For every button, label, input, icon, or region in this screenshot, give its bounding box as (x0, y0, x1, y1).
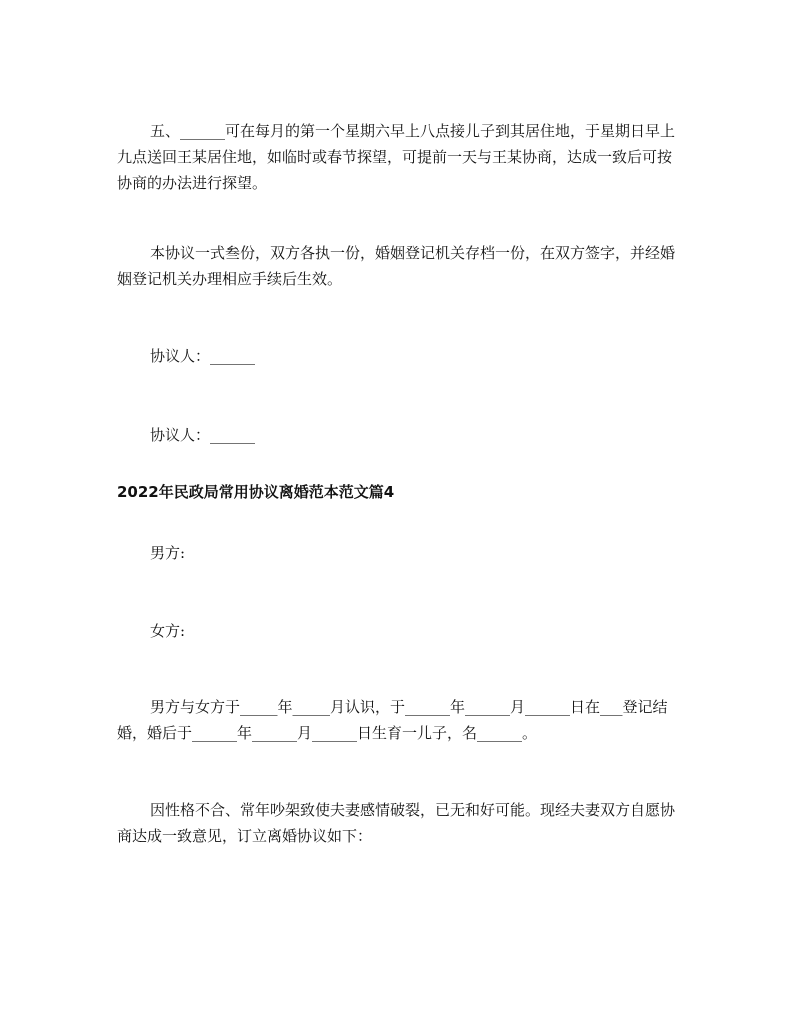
visitation-clause: 五、______可在每月的第一个星期六早上八点接儿子到其居住地，于星期日早上九点送回王某居住地，如临时或春节探望，可提前一天与王某协商，达成一致后可按协商的办法进行探望。 (117, 122, 676, 192)
wife-line: 女方: (150, 622, 186, 640)
marriage-details: 男方与女方于_____年_____月认识，于______年______月______日在___登记结婚，婚后于______年______月______日生育一儿子，名______。 (117, 698, 668, 742)
reason-clause: 因性格不合、常年吵架致使夫妻感情破裂，已无和好可能。现经夫妻双方自愿协商达成一致意见，订立离婚协议如下： (117, 801, 676, 845)
section-heading: 2022年民政局常用协议离婚范本范文篇4 (117, 483, 395, 501)
husband-line: 男方: (150, 544, 186, 562)
signatory-line-2: 协议人：______ (150, 426, 256, 444)
copies-clause: 本协议一式叁份，双方各执一份，婚姻登记机关存档一份，在双方签字，并经婚姻登记机关办理相应手续后生效。 (117, 244, 676, 288)
signatory-line-1: 协议人：______ (150, 347, 256, 365)
